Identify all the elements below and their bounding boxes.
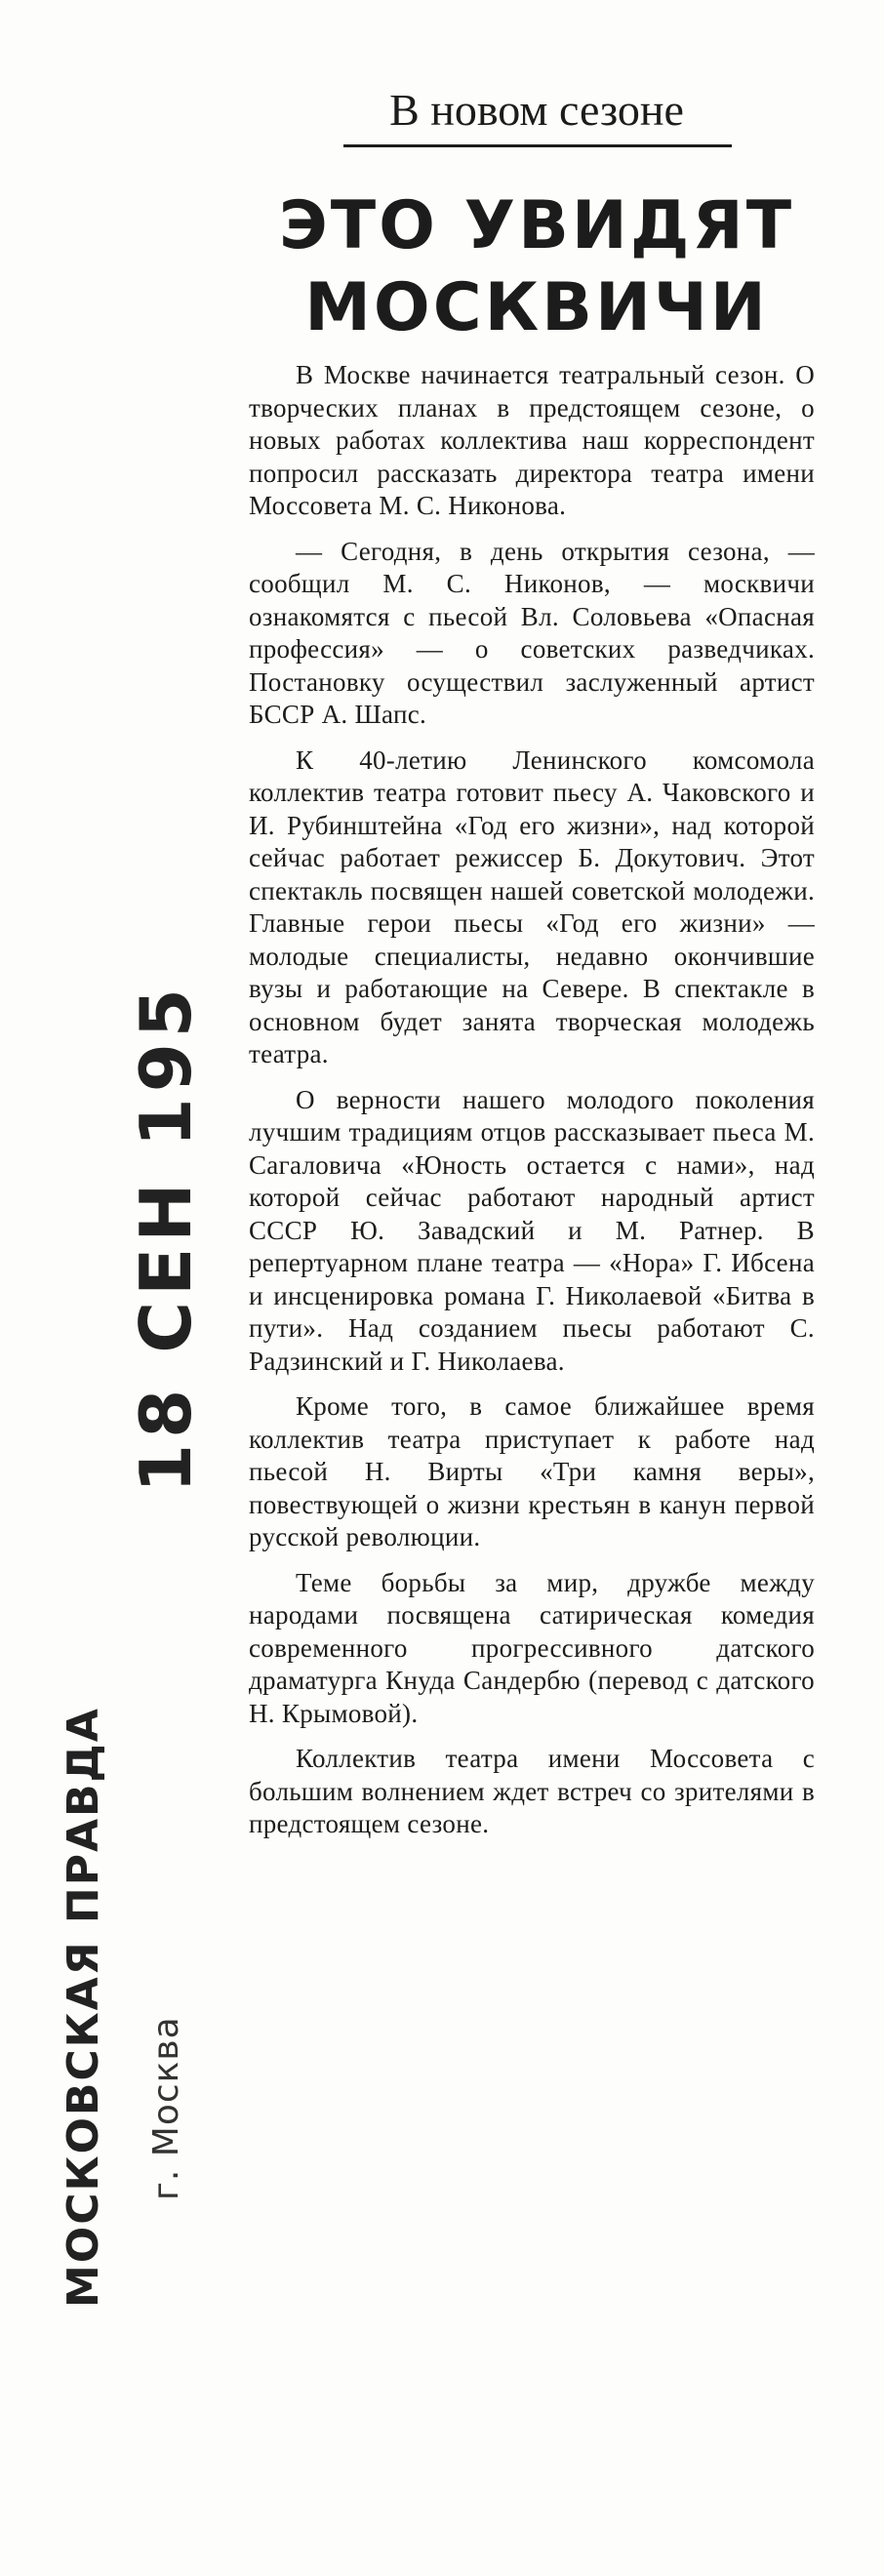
article-headline: ЭТО УВИДЯТ МОСКВИЧИ: [278, 187, 795, 346]
article-paragraph: К 40-летию Ленинского комсомола коллектив театра готовит пьесу А. Чаковского и И. Рубинштейна «Год его жизни», над которой сейчас работает режиссер Б. Докутович. Этот спектакль посвящен нашей советской молодежи. Главные герои пьесы «Год его жизни» — молодые специалисты, недавно окончившие вузы и работающие на Севере. В спектакле в основном будет занята творческая молодежь театра.: [249, 745, 815, 1068]
article-body: [249, 359, 815, 1854]
article-paragraph: В Москве начинается театральный сезон. О творческих планах в предстоящем сезоне, о новых работах коллектива наш корреспондент попросил рассказать директора театра имени Моссовета М. С. Никонова.: [249, 360, 815, 520]
date-stamp: 18 СЕН 195: [125, 983, 207, 1493]
newspaper-name-stamp: МОСКОВСКАЯ ПРАВДА: [59, 1707, 108, 2308]
rubric-underline: [343, 144, 732, 147]
article-paragraph: О верности нашего молодого поколения лучшим традициям отцов рассказывает пьеса М. Сагаловича «Юность остается с нами», над которой сейчас работают народный артист СССР Ю. Завадский и М. Ратнер. В репертуарном плане театра — «Нора» Г. Ибсена и инсценировка романа Г. Николаевой «Битва в пути». Над созданием пьесы работают С. Радзинский и Г. Николаева.: [249, 1084, 815, 1376]
city-stamp: г. Москва: [146, 2016, 186, 2200]
section-rubric: В новом сезоне: [389, 85, 684, 135]
article-paragraph: — Сегодня, в день открытия сезона, — сообщил М. С. Никонов, — москвичи ознакомятся с пьесой Вл. Соловьева «Опасная профессия» — о советских разведчиках. Постановку осуществил заслуженный артист БССР А. Шапс.: [249, 536, 815, 729]
article-paragraph: Теме борьбы за мир, дружбе между народами посвящена сатирическая комедия современного прогрессивного датского драматурга Кнуда Сандербю (перевод с датского Н. Крымовой).: [249, 1567, 815, 1728]
article-paragraph: Коллектив театра имени Моссовета с большим волнением ждет встреч со зрителями в предстоящем сезоне.: [249, 1744, 815, 1838]
article-paragraph: Кроме того, в самое ближайшее время коллектив театра приступает к работе над пьесой Н. Вирты «Три камня веры», повествующей о жизни крестьян в канун первой русской революции.: [249, 1391, 815, 1551]
